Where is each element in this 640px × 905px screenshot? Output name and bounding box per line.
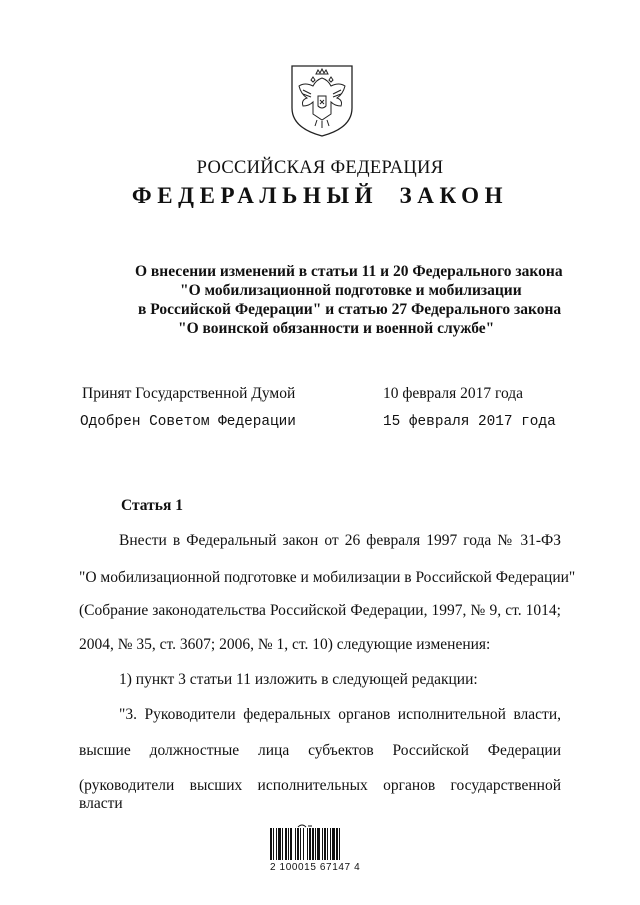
council-approval-label: Одобрен Советом Федерации [80,414,296,430]
article-line-6: "3. Руководители федеральных органов исполнительной власти, [119,706,561,723]
title-line-1: О внесении изменений в статьи 11 и 20 Федерального закона [135,263,563,280]
title-line-3: в Российской Федерации" и статью 27 Федерального закона [138,301,562,318]
barcode-icon [268,822,364,864]
article-line-2: "О мобилизационной подготовке и мобилизации в Российской Федерации" [79,569,576,586]
title-line-4: "О воинской обязанности и военной службе" [178,320,495,337]
duma-adoption-label: Принят Государственной Думой [82,385,296,402]
article-line-4: 2004, № 35, ст. 3607; 2006, № 1, ст. 10) следующие изменения: [79,636,491,653]
duma-adoption-date: 10 февраля 2017 года [383,385,524,402]
article-line-3: (Собрание законодательства Российской Федерации, 1997, № 9, ст. 1014; [79,602,561,619]
article-heading: Статья 1 [121,497,183,514]
article-line-7: высшие должностные лица субъектов Российской Федерации [79,742,561,759]
title-line-2: "О мобилизационной подготовке и мобилизации [180,282,522,299]
document-type: ФЕДЕРАЛЬНЫЙ ЗАКОН [131,183,509,208]
article-line-8: (руководители высших исполнительных органов государственной власти [79,777,561,812]
country-name: РОССИЙСКАЯ ФЕДЕРАЦИЯ [196,158,444,178]
article-line-1: Внести в Федеральный закон от 26 февраля 1997 года № 31-ФЗ [119,532,561,549]
coat-of-arms-emblem [289,64,355,138]
barcode-number: 2 100015 67147 4 [270,862,361,873]
article-line-5: 1) пункт 3 статьи 11 изложить в следующей редакции: [119,671,478,688]
council-approval-date: 15 февраля 2017 года [383,414,556,430]
